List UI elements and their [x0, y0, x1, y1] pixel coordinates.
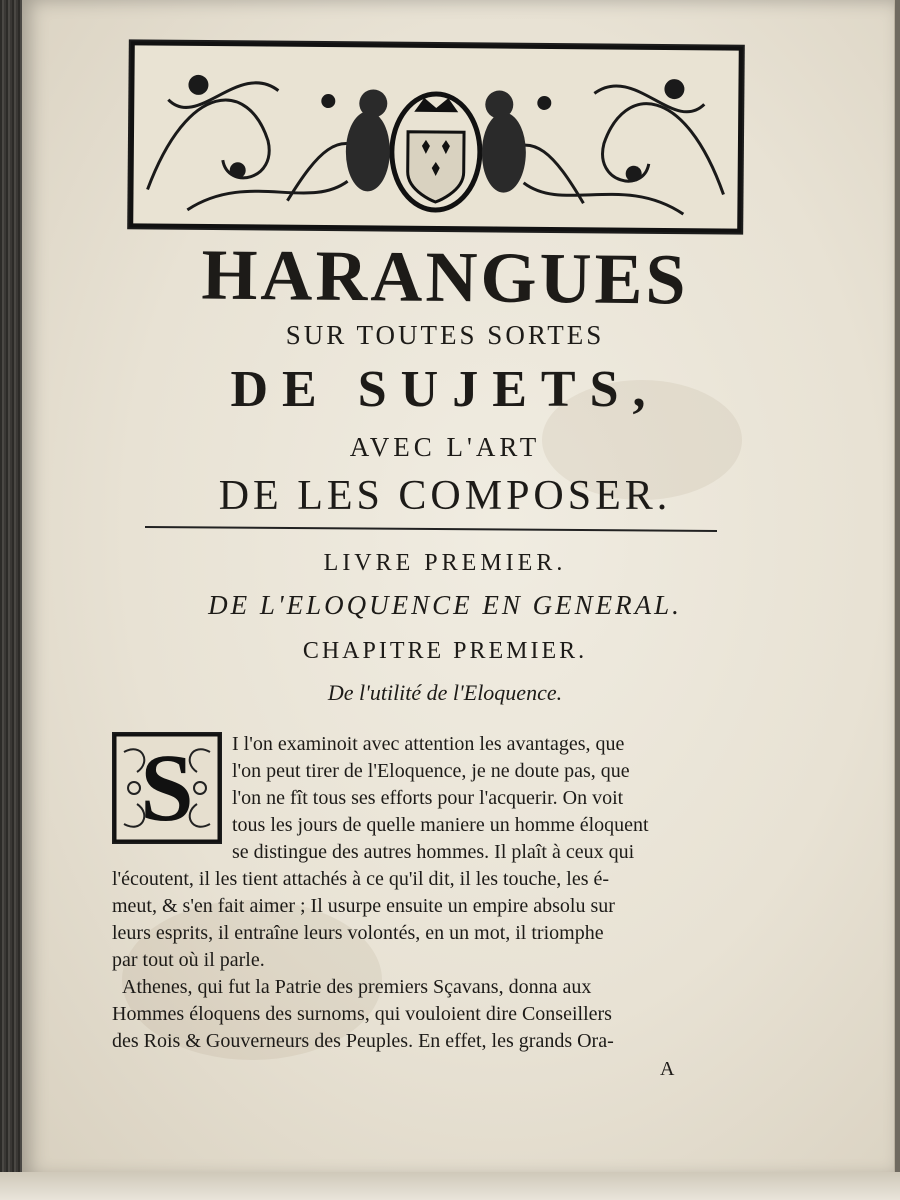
body-line-8: leurs esprits, il entraîne leurs volontés, en un mot, il triomphe — [112, 922, 604, 944]
subtitle-line-2: DE SUJETS, — [230, 361, 660, 418]
body-line-4: tous les jours de quelle maniere un homme éloquent — [232, 814, 649, 836]
dropcap-letter: S — [140, 734, 194, 841]
body-line-1: I l'on examinoit avec attention les avantages, que — [232, 733, 625, 755]
subtitle-line-4: DE LES COMPOSER. — [218, 473, 672, 519]
heading-section: DE L'ELOQUENCE EN GENERAL. — [208, 590, 682, 620]
body-line-5: se distingue des autres hommes. Il plaît à ceux qui — [232, 841, 635, 863]
body-line-2: l'on peut tirer de l'Eloquence, je ne doute pas, que — [232, 760, 630, 782]
title-harangues: HARANGUES — [201, 234, 689, 320]
body-line-3: l'on ne fît tous ses efforts pour l'acquerir. On voit — [232, 787, 624, 809]
body-line-12: des Rois & Gouverneurs des Peuples. En effet, les grands Ora- — [112, 1030, 614, 1052]
body-line-9: par tout où il parle. — [112, 949, 265, 971]
subtitle-line-3: AVEC L'ART — [349, 432, 541, 462]
decorated-dropcap — [112, 732, 222, 844]
subtitle-line-1: SUR TOUTES SORTES — [285, 320, 605, 350]
body-line-11: Hommes éloquens des surnoms, qui vouloient dire Conseillers — [112, 1003, 612, 1025]
heading-chapitre: CHAPITRE PREMIER. — [302, 638, 588, 664]
heading-livre: LIVRE PREMIER. — [323, 550, 567, 576]
body-line-10: Athenes, qui fut la Patrie des premiers Sçavans, donna aux — [122, 976, 592, 998]
catchword-signature: A — [660, 1058, 675, 1080]
ornamental-headpiece — [127, 39, 745, 234]
page-bottom-edge — [0, 1172, 900, 1200]
body-line-7: meut, & s'en fait aimer ; Il usurpe ensuite un empire absolu sur — [112, 895, 615, 917]
chapter-title: De l'utilité de l'Eloquence. — [327, 680, 563, 705]
body-line-6: l'écoutent, il les tient attachés à ce qu'il dit, il les touche, les é- — [112, 868, 610, 890]
